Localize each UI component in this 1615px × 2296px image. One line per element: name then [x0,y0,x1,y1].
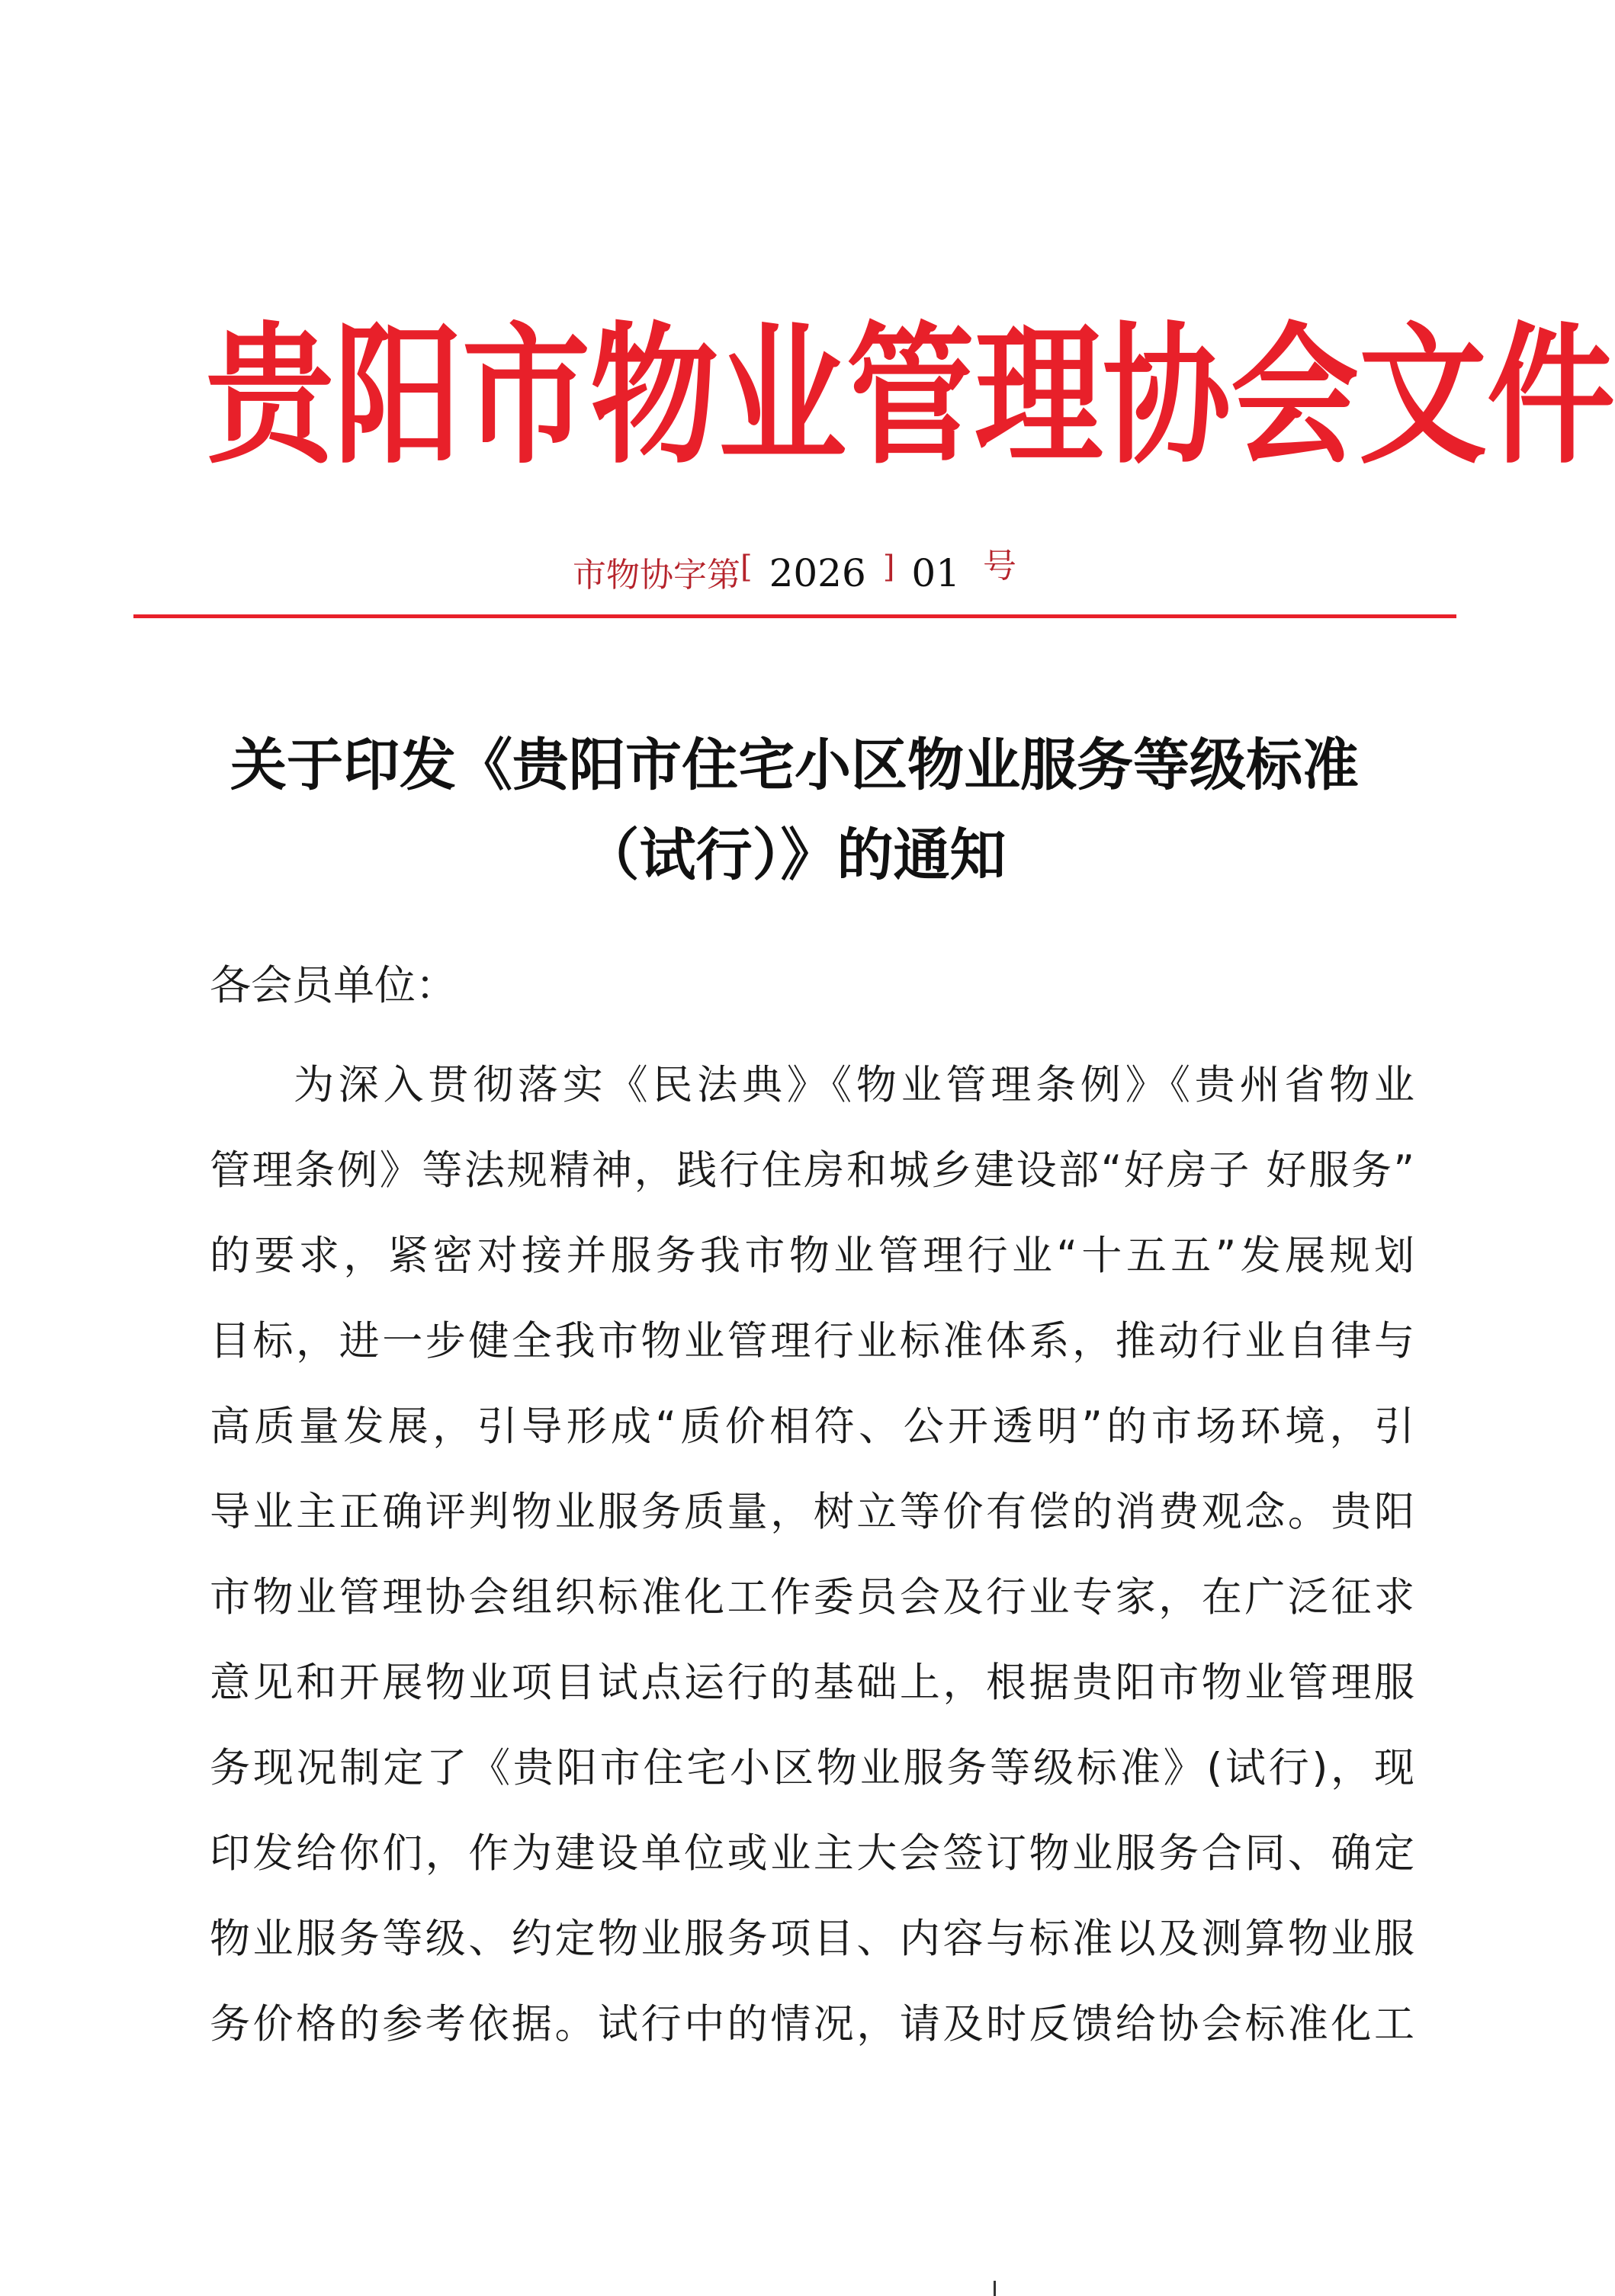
body-line: 高质量发展，引导形成“质价相符、公开透明”的市场环境，引 [210,1403,1414,1450]
body-line: 务价格的参考依据。试行中的情况，请及时反馈给协会标准化工 [210,2001,1414,2047]
masthead-char: 阳 [334,308,462,485]
masthead-char: 件 [1487,308,1615,485]
body-paragraph [210,1043,1414,2067]
body-line: 物业服务等级、约定物业服务项目、内容与标准以及测算物业服 [210,1916,1414,1962]
document-number [0,543,1589,604]
masthead-char: 管 [846,308,974,485]
body-line: 为深入贯彻落实《民法典》《物业管理条例》《贵州省物业 [294,1062,1414,1108]
salutation: 各会员单位： [210,961,457,1009]
title-line-2: （试行）》的通知 [583,823,1007,888]
body-line: 管理条例》等法规精神，践行住房和城乡建设部“好房子 好服务” [210,1147,1414,1194]
masthead-char: 业 [718,308,846,485]
red-divider [133,614,1456,618]
doc-number-prefix: 市物协字第 [572,556,740,595]
page-edge-mark [994,2281,996,2296]
title-line-1: 关于印发《贵阳市住宅小区物业服务等级标准 [230,733,1359,798]
body-line: 务现况制定了《贵阳市住宅小区物业服务等级标准》(试行)，现 [210,1745,1414,1791]
doc-number-suffix: 号 [983,547,1017,585]
body-line: 意见和开展物业项目试点运行的基础上，根据贵阳市物业管理服 [210,1659,1414,1706]
doc-number-value: 01 [911,551,961,595]
doc-number-open-bracket: [ [740,550,753,585]
masthead-char: 会 [1231,308,1359,485]
masthead-char: 文 [1359,308,1487,485]
doc-number-close-bracket: ] [882,550,895,585]
body-line: 市物业管理协会组织标准化工作委员会及行业专家，在广泛征求 [210,1574,1414,1621]
body-line: 印发给你们，作为建设单位或业主大会签订物业服务合同、确定 [210,1830,1414,1877]
masthead-title [206,301,1615,492]
masthead-char: 贵 [206,308,334,485]
body-line: 导业主正确评判物业服务质量，树立等价有偿的消费观念。贵阳 [210,1489,1414,1535]
masthead-char: 协 [1103,308,1231,485]
body-line: 目标，进一步健全我市物业管理行业标准体系，推动行业自律与 [210,1318,1414,1364]
masthead-char: 物 [590,308,718,485]
notice-title [0,720,1589,900]
body-line: 的要求，紧密对接并服务我市物业管理行业“十五五”发展规划 [210,1233,1414,1279]
doc-number-year: 2026 [769,551,866,595]
masthead-char: 市 [462,308,590,485]
masthead-char: 理 [974,308,1103,485]
